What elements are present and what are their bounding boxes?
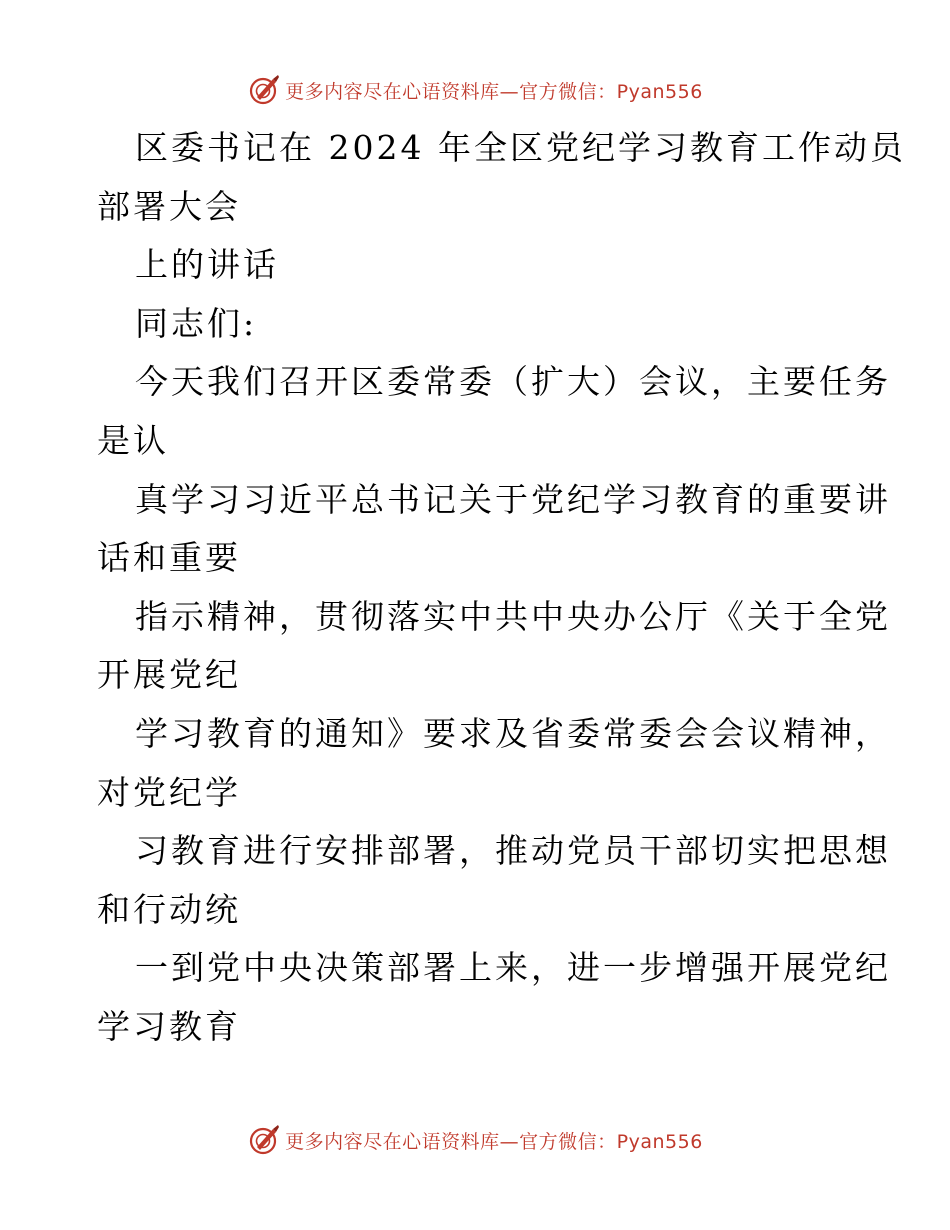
watermark-text: 更多内容尽在心语资料库—官方微信：Pyan556 <box>285 1130 703 1153</box>
text-line: 一到党中央决策部署上来，进一步增强开展党纪 <box>135 948 891 988</box>
watermark-text: 更多内容尽在心语资料库—官方微信：Pyan556 <box>285 80 703 103</box>
text-line: 习教育进行安排部署，推动党员干部切实把思想 <box>135 831 891 871</box>
document-body <box>97 119 906 1057</box>
text-line: 真学习习近平总书记关于党纪学习教育的重要讲 <box>135 479 891 519</box>
text-line: 和行动统 <box>97 889 241 929</box>
text-line: 学习教育的通知》要求及省委常委会会议精神， <box>135 713 891 753</box>
text-line: 话和重要 <box>97 538 241 578</box>
text-line: 对党纪学 <box>97 772 241 812</box>
pen-logo-icon <box>247 73 281 107</box>
text-line: 学习教育 <box>97 1006 241 1046</box>
text-line: 指示精神，贯彻落实中共中央办公厅《关于全党 <box>135 596 891 636</box>
text-line: 今天我们召开区委常委（扩大）会议，主要任务 <box>135 362 891 402</box>
text-line: 是认 <box>97 420 169 460</box>
text-line: 部署大会 <box>97 186 241 226</box>
text-line: 区委书记在 2024 年全区党纪学习教育工作动员 <box>135 128 906 167</box>
watermark-footer <box>0 1120 950 1160</box>
text-line: 同志们: <box>135 303 258 343</box>
text-line: 开展党纪 <box>97 655 241 695</box>
pen-logo-icon <box>247 1123 281 1157</box>
watermark-header <box>0 70 950 110</box>
text-line: 上的讲话 <box>135 245 279 285</box>
